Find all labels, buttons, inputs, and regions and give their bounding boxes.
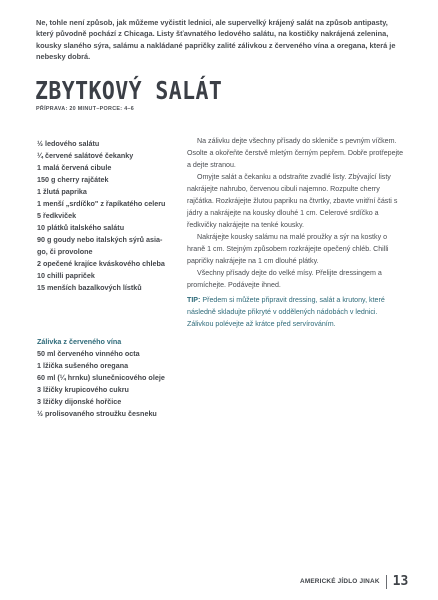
method-step: Omyjte salát a čekanku a odstraňte zvadlé listy. Zbývající listy nakrájejte nahrubo, červenou cibuli najemno. Rozpulte cherry rajčátka. Rozkrájejte žlutou papriku na čtvrtky, zbavte vnitřní části s jádry a nakrájejte na kousky dlouhé 1 cm. Celerové srdíčko a ředkvičky nakrájejte na tenké kousky. (187, 173, 398, 229)
ingredient-item: 1 žlutá paprika (37, 187, 87, 196)
servings: PORCE: 4–6 (99, 106, 135, 112)
ingredient-item: 1 malá červená cibule (37, 163, 112, 172)
ingredient-item: 10 plátků italského salátu (37, 223, 125, 232)
section-label: AMERICKÉ JÍDLO JINAK (300, 578, 380, 585)
page-number: 13 (392, 574, 409, 589)
ingredient-item: ½ ledového salátu (37, 139, 100, 148)
dressing-ingredient-item: 60 ml (¼ hrnku) slunečnicového oleje (37, 373, 165, 382)
ingredient-item: ¼ červené salátové čekanky (37, 151, 134, 160)
tip-text: Předem si můžete připravit dressing, salát a krutony, které následně skladujte přikryté v oddělených nádobách v lednici. Zálivkou polévejte až krátce před servírováním. (187, 296, 385, 328)
dressing-heading: Zálivka z červeného vína (37, 337, 122, 346)
ingredient-item: 1 menší „srdíčko" z řapíkatého celeru (37, 199, 166, 208)
method-step: Nakrájejte kousky salámu na malé proužky a sýr na kostky o hraně 1 cm. Stejným způsobem rozkrájejte opečený chléb. Chilli papričky nakrájejte na 1 cm dlouhé plátky. (187, 233, 389, 265)
dressing-ingredient-item: 50 ml červeného vinného octa (37, 349, 140, 358)
dressing-ingredient-item: 1 lžička sušeného oregana (37, 361, 129, 370)
ingredient-item: 90 g goudy nebo italských sýrů asiago, či provolone (37, 235, 163, 256)
page-footer (300, 574, 408, 589)
tip-label: TIP: (187, 296, 201, 304)
meta-separator: – (96, 106, 100, 112)
intro-paragraph: Ne, tohle není způsob, jak můžeme vyčistit lednici, ale supervelký krájený salát na způsob antipasty, který původně pochází z Chicaga. Listy šťavnatého ledového salátu, na kostičky nakrájená zelenina, kousky slaného sýra, salámu a nakládané papričky zalité zálivkou z červeného vína a oregana, která je nebesky dobrá. (36, 18, 396, 62)
dressing-ingredient-item: 3 lžičky krupicového cukru (37, 385, 129, 394)
method-step: Všechny přísady dejte do velké mísy. Přelijte dressingem a promíchejte. Podávejte ihned. (187, 269, 382, 289)
dressing-ingredient-list (37, 348, 177, 420)
footer-divider (386, 575, 387, 589)
recipe-meta (36, 106, 134, 112)
dressing-ingredient-item: ½ prolisovaného stroužku česneku (37, 409, 157, 418)
ingredient-item: 10 chilli papriček (37, 271, 95, 280)
ingredient-item: 5 ředkviček (37, 211, 77, 220)
ingredient-list (37, 138, 167, 294)
dressing-ingredient-item: 3 lžičky dijonské hořčice (37, 397, 122, 406)
ingredient-item: 2 opečené krajíce kváskového chleba (37, 259, 165, 268)
ingredient-item: 150 g cherry rajčátek (37, 175, 109, 184)
prep-time: PŘÍPRAVA: 20 MINUT (36, 106, 97, 112)
recipe-title: ZBYTKOVÝ SALÁT (35, 76, 223, 105)
ingredient-item: 15 menších bazalkových lístků (37, 283, 142, 292)
method-step: Na zálivku dejte všechny přísady do skleniče s pevným víčkem. Osolte a okořeňte čerstvě mletým černým pepřem. Dobře protřepejte a dejte stranou. (187, 137, 404, 169)
tip-box (187, 294, 405, 330)
method-section (187, 135, 407, 291)
